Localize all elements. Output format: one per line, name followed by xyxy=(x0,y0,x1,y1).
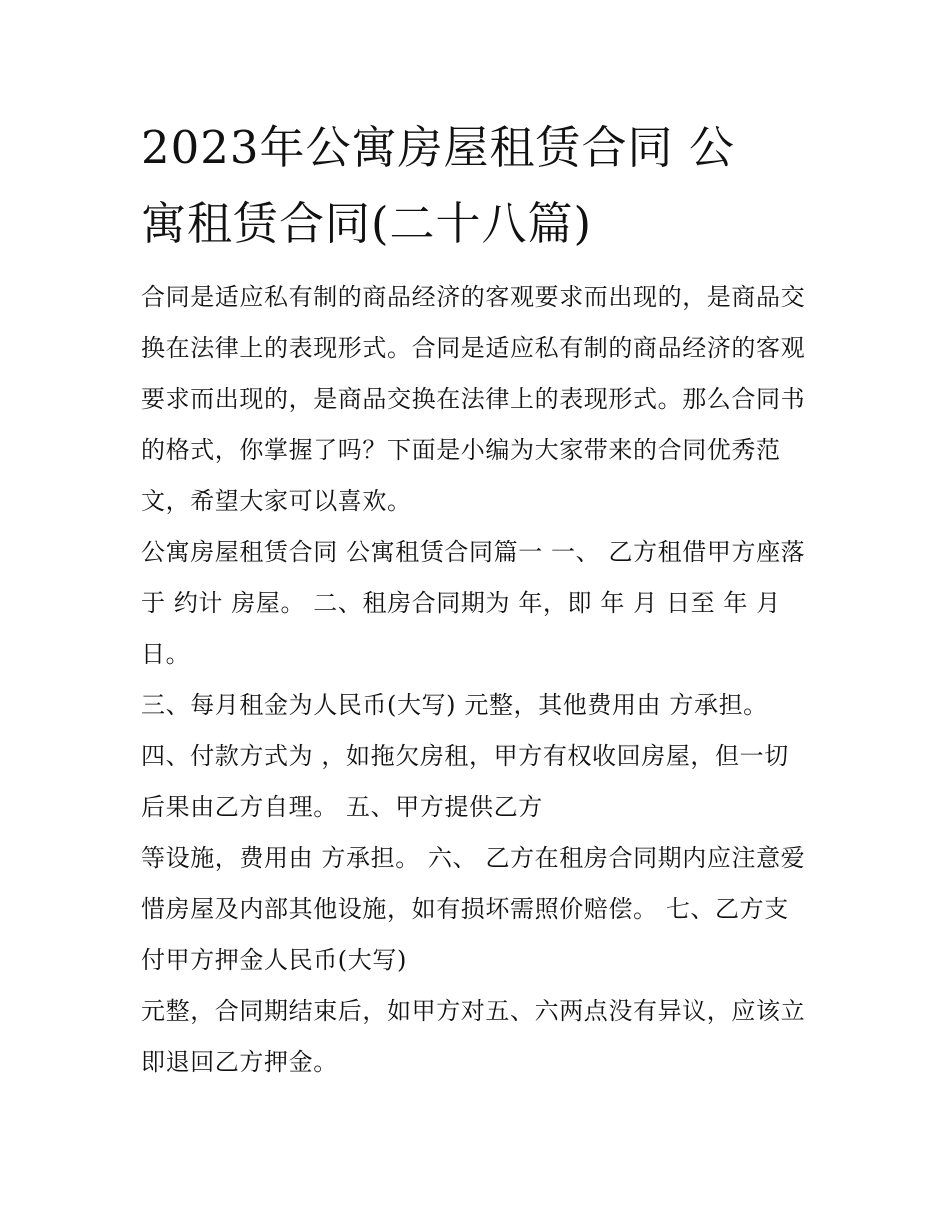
document-body xyxy=(141,272,821,1088)
text-line: 四、付款方式为 ，如拖欠房租，甲方有权收回房屋，但一切 xyxy=(141,742,789,770)
text-line: 公寓房屋租赁合同 公寓租赁合同篇一 一、 乙方租借甲方座落 xyxy=(141,538,806,566)
text-line: 等设施，费用由 方承担。 六、 乙方在租房合同期内应注意爱 xyxy=(141,844,806,872)
title-line: 寓租赁合同(二十八篇) xyxy=(141,197,593,250)
text-line: 合同是适应私有制的商品经济的客观要求而出现的，是商品交 xyxy=(141,283,806,311)
text-line: 文，希望大家可以喜欢。 xyxy=(141,487,412,515)
contract-clause-paragraph xyxy=(141,680,821,731)
text-line: 三、每月租金为人民币(大写) 元整，其他费用由 方承担。 xyxy=(141,691,768,719)
contract-clause-paragraph xyxy=(141,986,821,1088)
text-line: 日。 xyxy=(141,640,191,668)
title-line: 2023年公寓房屋租赁合同 公 xyxy=(141,121,735,174)
text-line: 于 约计 房屋。 二、租房合同期为 年，即 年 月 日至 年 月 xyxy=(141,589,781,617)
text-line: 即退回乙方押金。 xyxy=(141,1048,338,1076)
text-line: 换在法律上的表现形式。合同是适应私有制的商品经济的客观 xyxy=(141,334,806,362)
text-line: 后果由乙方自理。 五、甲方提供乙方 xyxy=(141,793,543,821)
contract-clause-paragraph xyxy=(141,731,821,833)
intro-paragraph xyxy=(141,272,821,527)
contract-clause-paragraph xyxy=(141,527,821,680)
text-line: 的格式，你掌握了吗？下面是小编为大家带来的合同优秀范 xyxy=(141,436,781,464)
text-line: 要求而出现的，是商品交换在法律上的表现形式。那么合同书 xyxy=(141,385,806,413)
document-page xyxy=(141,110,821,1088)
text-line: 付甲方押金人民币(大写) xyxy=(141,946,407,974)
text-line: 惜房屋及内部其他设施，如有损坏需照价赔偿。 七、乙方支 xyxy=(141,895,789,923)
contract-clause-paragraph xyxy=(141,833,821,986)
text-line: 元整，合同期结束后，如甲方对五、六两点没有异议，应该立 xyxy=(141,997,806,1025)
document-title xyxy=(141,110,821,262)
